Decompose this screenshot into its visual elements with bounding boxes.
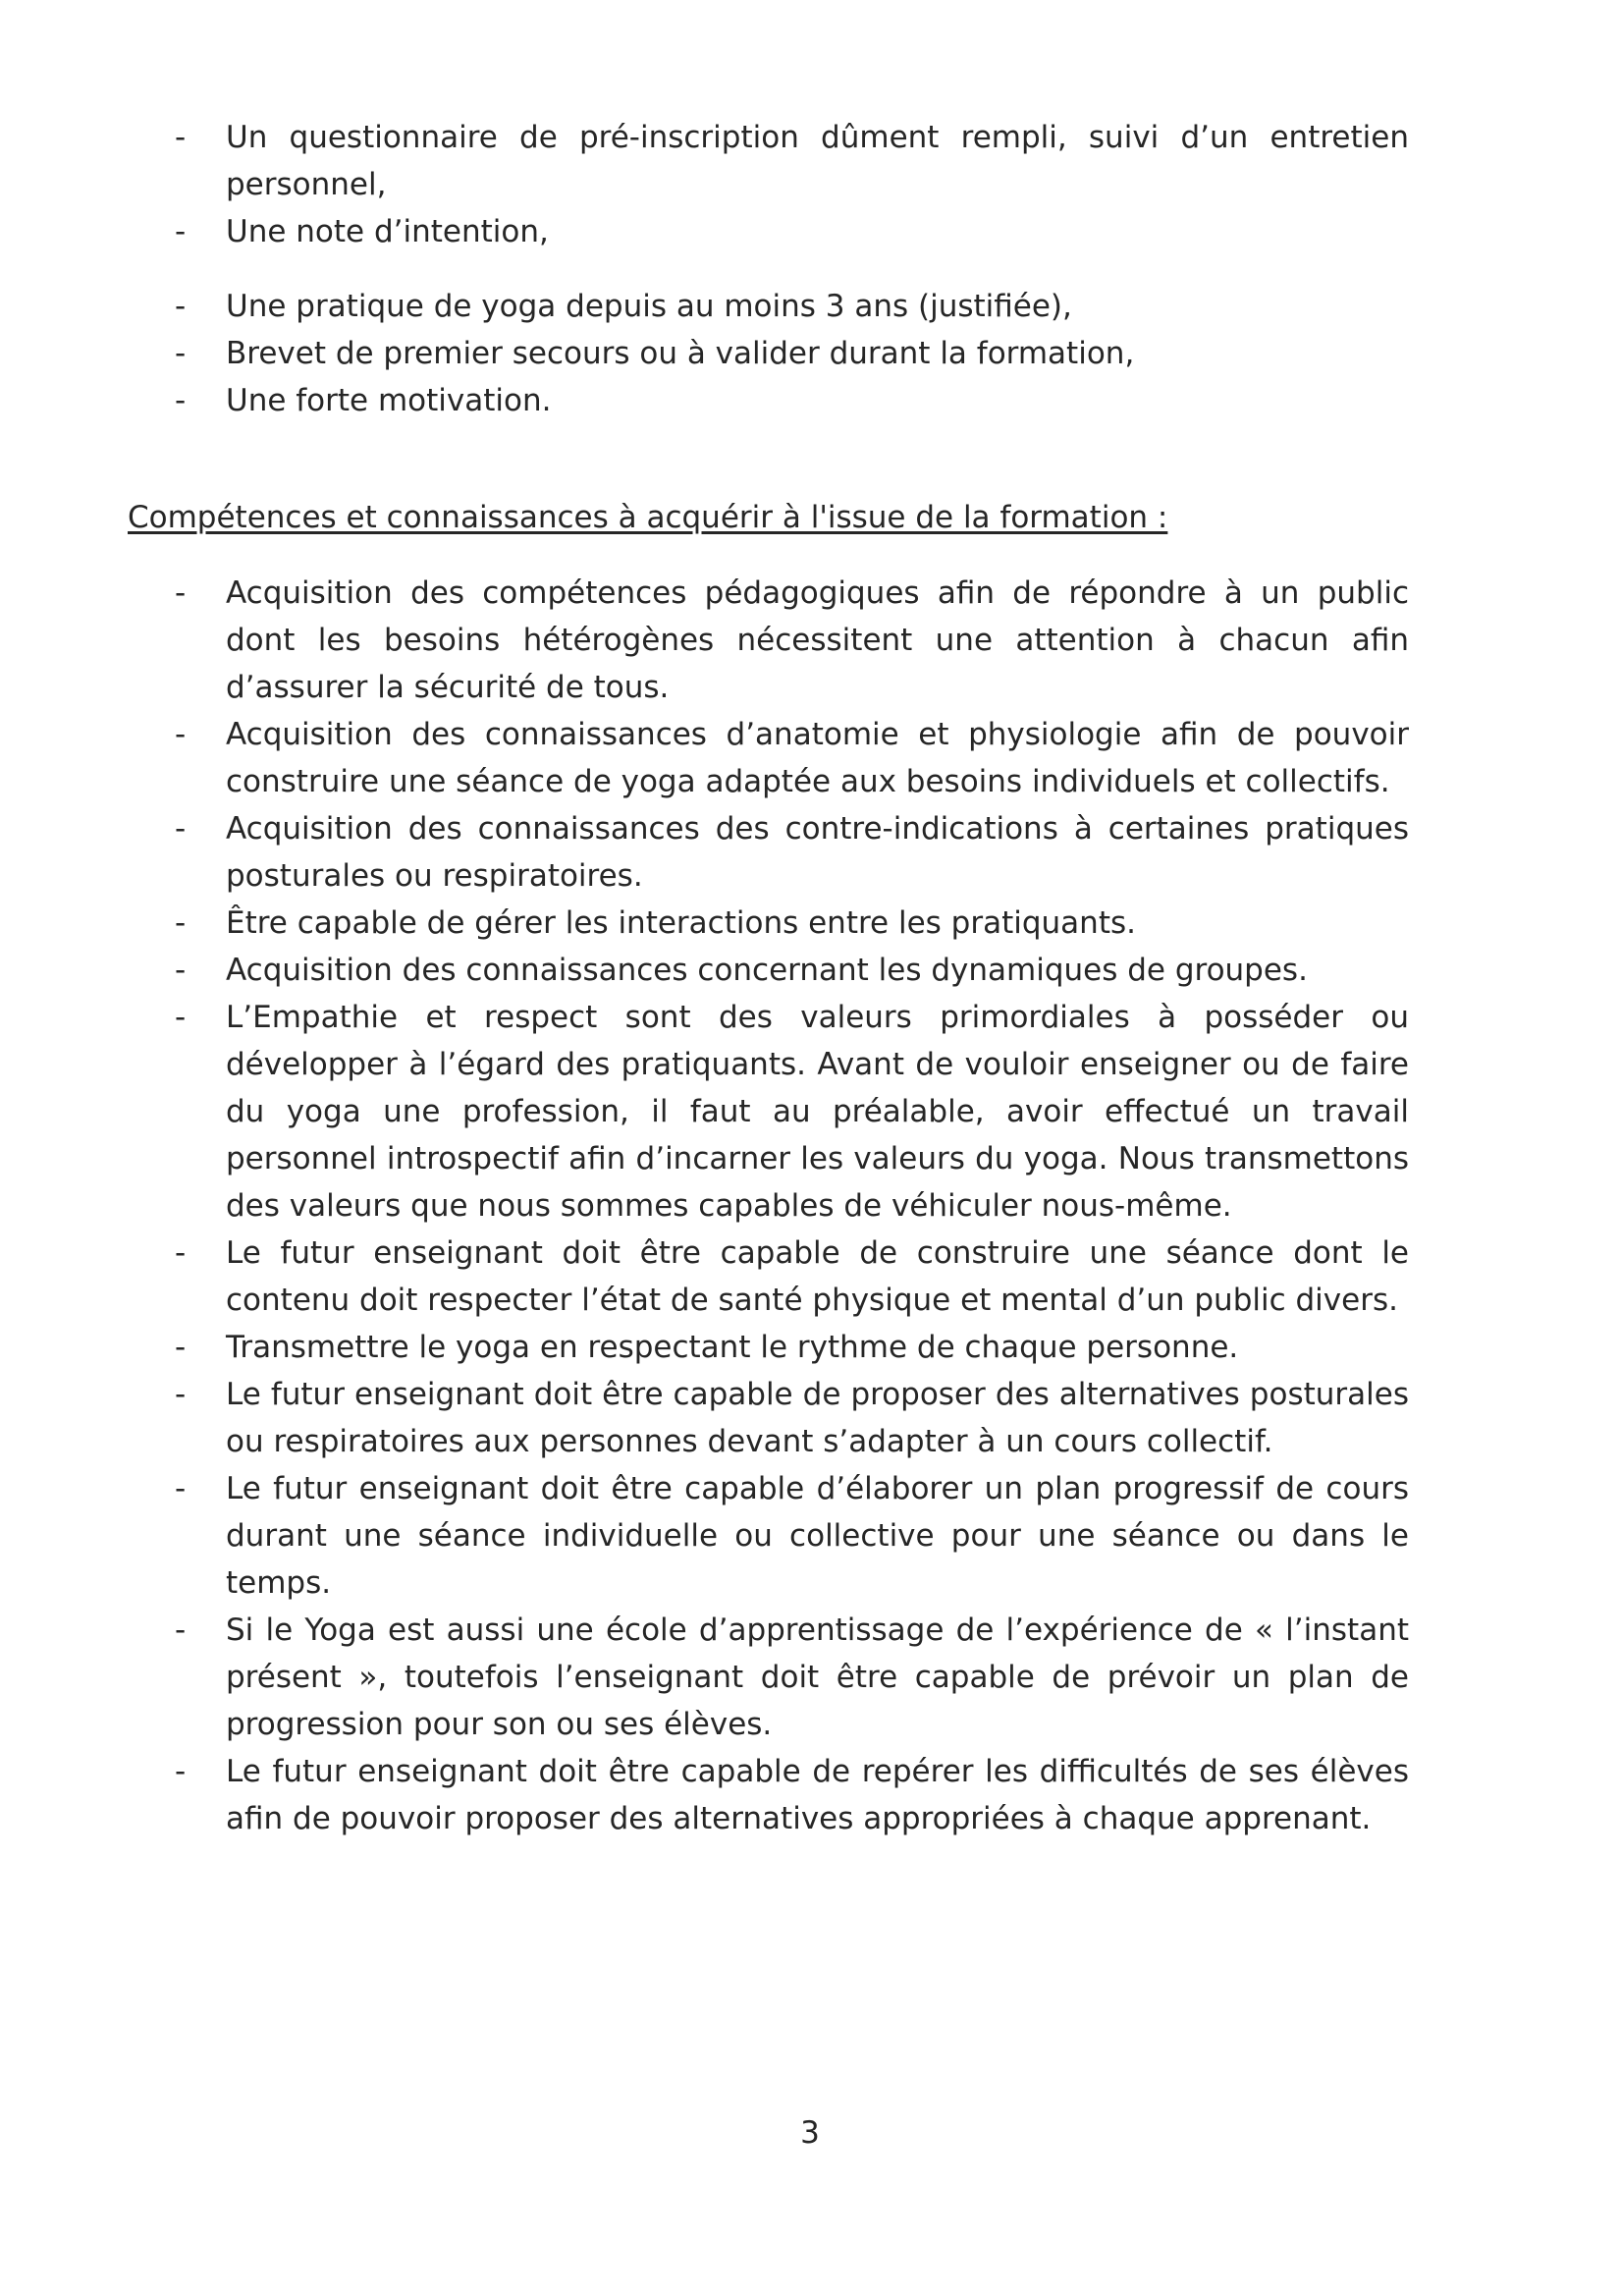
list-item-text: Acquisition des connaissances des contre-indications à certaines pratiques posturales ou respiratoires.: [226, 811, 1409, 894]
bullet-dash: -: [175, 905, 187, 941]
list-item-text: Une pratique de yoga depuis au moins 3 ans (justifiée),: [226, 289, 1072, 324]
bullet-dash: -: [175, 1330, 187, 1365]
bullet-dash: -: [175, 120, 187, 155]
list-item: [0, 283, 1409, 330]
list-item: [0, 1607, 1409, 1748]
list-item: [0, 1371, 1409, 1465]
bullet-dash: -: [175, 336, 187, 371]
list-item: [0, 1324, 1409, 1371]
list-item: [0, 570, 1409, 711]
list-item-text: Être capable de gérer les interactions entre les pratiquants.: [226, 905, 1136, 941]
list-item-text: Le futur enseignant doit être capable de construire une séance dont le contenu doit respecter l’état de santé physique et mental d’un public divers.: [226, 1235, 1409, 1318]
list-item: [0, 377, 1409, 424]
competences-list: [0, 570, 1620, 1842]
list-item-text: Transmettre le yoga en respectant le rythme de chaque personne.: [226, 1330, 1239, 1365]
list-item-text: Une note d’intention,: [226, 214, 549, 249]
page-number: 3: [800, 2115, 820, 2151]
list-item: [0, 330, 1409, 377]
list-item-text: Acquisition des connaissances concernant les dynamiques de groupes.: [226, 953, 1308, 988]
bullet-dash: -: [175, 289, 187, 324]
list-item-text: Acquisition des compétences pédagogiques afin de répondre à un public dont les besoins hétérogènes nécessitent une attention à chacun afin d’assurer la sécurité de tous.: [226, 575, 1409, 705]
list-item-text: Un questionnaire de pré-inscription dûment rempli, suivi d’un entretien personnel,: [226, 120, 1409, 202]
bullet-dash: -: [175, 383, 187, 418]
section-heading: Compétences et connaissances à acquérir à l'issue de la formation :: [128, 500, 1168, 535]
list-item: [0, 711, 1409, 805]
list-item: [0, 805, 1409, 900]
list-item: [0, 114, 1409, 208]
bullet-dash: -: [175, 1471, 187, 1506]
list-item: [0, 1748, 1409, 1842]
list-item: [0, 994, 1409, 1230]
list-spacer: [0, 255, 1620, 283]
list-item-text: Le futur enseignant doit être capable de proposer des alternatives posturales ou respiratoires aux personnes devant s’adapter à un cours collectif.: [226, 1377, 1409, 1459]
list-item-text: L’Empathie et respect sont des valeurs primordiales à posséder ou développer à l’égard des pratiquants. Avant de vouloir enseigner ou de faire du yoga une profession, il faut au préalable, avoir effectué un travail personnel introspectif afin d’incarner les valeurs du yoga. Nous transmettons des valeurs que nous sommes capables de véhiculer nous-même.: [226, 1000, 1409, 1224]
list-item: [0, 1465, 1409, 1607]
bullet-dash: -: [175, 1754, 187, 1789]
list-item-text: Acquisition des connaissances d’anatomie et physiologie afin de pouvoir construire une séance de yoga adaptée aux besoins individuels et collectifs.: [226, 717, 1409, 799]
bullet-dash: -: [175, 1000, 187, 1035]
list-item-text: Si le Yoga est aussi une école d’apprentissage de l’expérience de « l’instant présent », toutefois l’enseignant doit être capable de prévoir un plan de progression pour son ou ses élèves.: [226, 1613, 1409, 1742]
list-item-text: Une forte motivation.: [226, 383, 552, 418]
list-item-text: Brevet de premier secours ou à valider durant la formation,: [226, 336, 1135, 371]
prerequisites-list: [0, 114, 1620, 424]
list-item-text: Le futur enseignant doit être capable d’élaborer un plan progressif de cours durant une séance individuelle ou collective pour une séance ou dans le temps.: [226, 1471, 1409, 1601]
list-item-text: Le futur enseignant doit être capable de repérer les difficultés de ses élèves afin de pouvoir proposer des alternatives appropriées à chaque apprenant.: [226, 1754, 1409, 1836]
bullet-dash: -: [175, 717, 187, 752]
bullet-dash: -: [175, 214, 187, 249]
bullet-dash: -: [175, 953, 187, 988]
bullet-dash: -: [175, 811, 187, 847]
list-item: [0, 947, 1409, 994]
bullet-dash: -: [175, 1613, 187, 1648]
list-item: [0, 208, 1409, 255]
list-item: [0, 900, 1409, 947]
bullet-dash: -: [175, 575, 187, 611]
list-item: [0, 1230, 1409, 1324]
bullet-dash: -: [175, 1377, 187, 1412]
bullet-dash: -: [175, 1235, 187, 1271]
